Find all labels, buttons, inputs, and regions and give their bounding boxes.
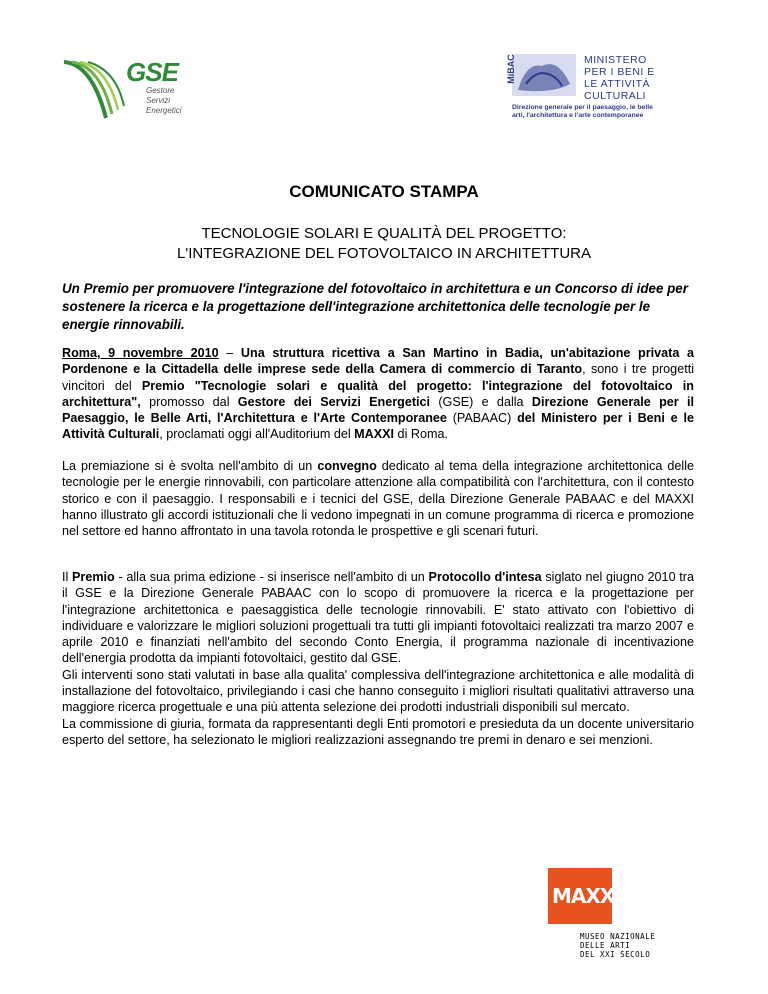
- gse-logo-text: GSE: [126, 57, 178, 87]
- page-subtitle: TECNOLOGIE SOLARI E QUALITÀ DEL PROGETTO: L'INTEGRAZIONE DEL FOTOVOLTAICO IN ARCHITETTURA: [176, 225, 592, 262]
- page-title: COMUNICATO STAMPA: [289, 182, 479, 201]
- intro-paragraph: Un Premio per promuovere l'integrazione del fotovoltaico in architettura e un Concorso di idee per sostenere la ricerca e la progettazione dell'integrazione architettonica delle tecnologie per le energie rinnovabili.: [62, 281, 688, 332]
- maxxi-logo-text: MAXXI: [552, 884, 621, 908]
- mibac-vertical-label: MiBAC: [505, 54, 516, 84]
- maxxi-logo-subtitle: MUSEO NAZIONALE DELLE ARTI DEL XXI SECOLO: [580, 932, 656, 959]
- paragraph-2: La premiazione si è svolta nell'ambito di un convegno dedicato al tema della integrazione architettonica delle tecnologie per le energie rinnovabili, con particolare attenzione alla compatibilità con l'architettura, con il contesto storico e con il paesaggio. I responsabili e i tecnici del GSE, della Direzione Generale PABAAC e del MAXXI hanno illustrato gli accordi istituzionali che li vedono impegnati in un comune programma di ricerca e promozione nel settore ed hanno affrontato in una tavola rotonda le prospettive e gli scenari futuri.: [62, 459, 695, 539]
- mibac-title: MINISTERO PER I BENI E LE ATTIVITÀ CULTURALI: [584, 54, 655, 102]
- paragraph-1: Roma, 9 novembre 2010 – Una struttura ricettiva a San Martino in Badia, un'abitazione privata a Pordenone e la Cittadella delle imprese sede della Camera di commercio di Taranto, sono i tre progetti vincitori del Premio "Tecnologie solari e qualità del progetto: l'integrazione del fotovoltaico in architettura", promosso dal Gestore dei Servizi Energetici (GSE) e dalla Direzione Generale per il Paesaggio, le Belle Arti, l'Architettura e l'Arte Contemporanee (PABAAC) del Ministero per i Beni e le Attività Culturali, proclamati oggi all'Auditorium del MAXXI di Roma.: [62, 346, 694, 442]
- paragraph-3: Il Premio - alla sua prima edizione - si inserisce nell'ambito di un Protocollo d'intesa siglato nel giugno 2010 tra il GSE e la Direzione Generale PABAAC con lo scopo di promuovere la ricerca e la progettazione per l'integrazione architettonica e paesaggistica delle tecnologie rinnovabili. E' stato attivato con l'obiettivo di individuare e valorizzare le migliori soluzioni progettuali tra tutti gli impianti fotovoltaici realizzati tra marzo 2007 e aprile 2010 e finanziati nell'ambito del secondo Conto Energia, il programma nazionale di incentivazione dell'energia prodotta da impianti fotovoltaici, gestito dal GSE. Gli interventi sono stati valutati in base alla qualita' complessiva dell'integrazione architettonica e alle modalità di installazione del fotovoltaico, privilegiando i casi che hanno conseguito i migliori risultati qualitativi attraverso una maggiore ricerca progettuale e una più attenta selezione dei prodotti industriali disponibili sul mercato. La commissione di giuria, formata da rappresentanti degli Enti promotori e presieduta da un docente universitario esperto del settore, ha selezionato le migliori realizzazioni assegnando tre premi in denaro e sei menzioni.: [62, 570, 694, 747]
- gse-logo-subtitle: Gestore Servizi Energetici: [146, 86, 182, 115]
- mibac-direzione: Direzione generale per il paesaggio, le belle arti, l'architettura e l'arte contemporanee: [512, 104, 653, 119]
- mibac-emblem: [512, 54, 576, 96]
